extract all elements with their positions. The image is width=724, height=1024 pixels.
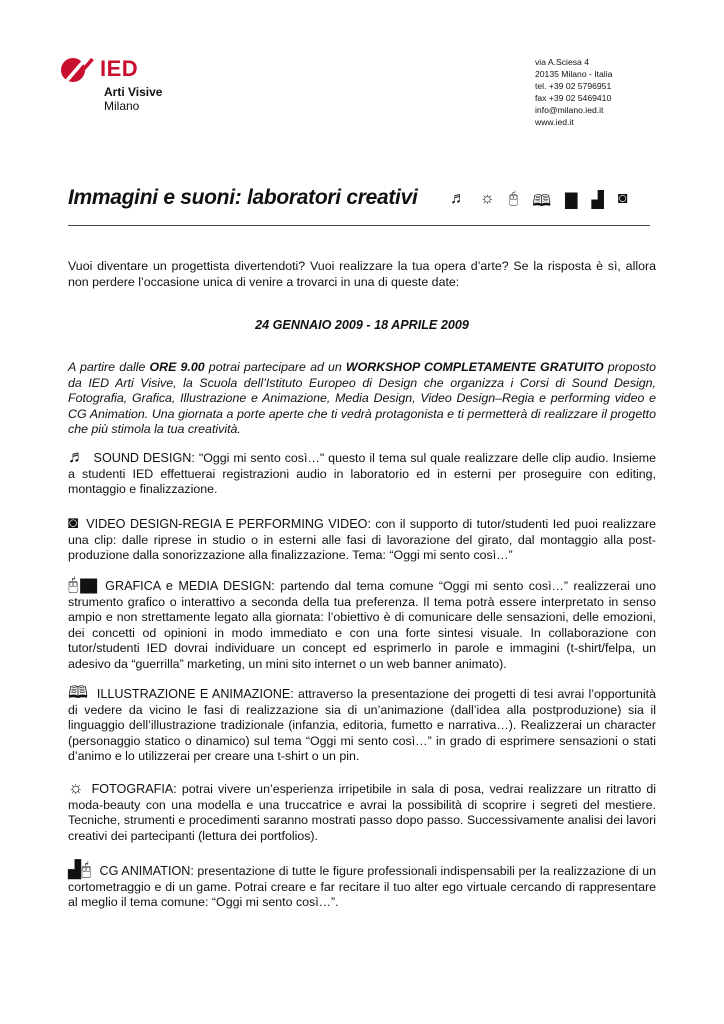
grafica-heading: GRAFICA e MEDIA DESIGN: <box>105 579 275 593</box>
logo-city: Milano <box>104 99 140 113</box>
section-cg-animation <box>68 862 656 911</box>
video-text: con il supporto di tutor/studenti Ied puoi realizzare una clip: dalle riprese in studio o in esterni alle fasi di lavorazione del girato, dal montaggio alla post-produzione dalla sonorizzazione alla finalizzazione. Tema: “Oggi mi sento così…” <box>68 517 656 562</box>
title-row <box>68 186 658 210</box>
mixer-icon: ▟ <box>591 192 604 209</box>
mixer-mouse-icon: ▟🖰 <box>68 860 92 879</box>
ied-logo-mark-icon <box>60 54 98 84</box>
workshop-time: ORE 9.00 <box>149 360 205 374</box>
logo-text: IED <box>100 56 139 81</box>
section-grafica <box>68 577 656 672</box>
grafica-text: partendo dal tema comune “Oggi mi sento così…” realizzerai uno strumento grafico o interattivo a seconda della tua preferenza. Il tema potrà essere interpretato in senso ampio e non strettamente legato alla giornata: l’obiettivo è di comunicare delle sensazioni, delle emozioni, dei concetti od opinioni in modo immediato e con una forte sintesi visuale. In collaborazione con tutor/studenti IED dovrai individuare un concept ed esprimerlo in parole e immagini (t-shirt/felpa, un adesivo da “guerrilla” marketing, un mini sito internet o un web banner animato). <box>68 579 656 671</box>
fotografia-text: potrai vivere un’esperienza irripetibile in sala di posa, vedrai realizzare un ritratto di moda-beauty con una modella e una truccatrice e avrai la possibilità di scoprire i segreti del mestiere. Tecniche, strumenti e procedimenti saranno mostrati passo dopo passo. Successivamente analisi dei lavori creativi dei partecipanti (lettura dei portfolios). <box>68 782 656 843</box>
address-block <box>535 56 612 128</box>
section-illustrazione <box>68 685 656 765</box>
workshop-text-2: potrai partecipare ad un <box>204 360 346 374</box>
section-fotografia <box>68 780 656 844</box>
address-tel: tel. +39 02 5796951 <box>535 81 612 91</box>
monitor-icon: ▇ <box>565 192 578 209</box>
camera-icon: ◙ <box>68 513 79 532</box>
address-street: via A.Sciesa 4 <box>535 57 589 67</box>
workshop-highlight: WORKSHOP COMPLETAMENTE GRATUITO <box>345 360 604 374</box>
sound-heading: SOUND DESIGN: <box>93 451 195 465</box>
cg-heading: CG ANIMATION: <box>99 864 194 878</box>
logo-subtitle: Arti Visive <box>104 85 163 99</box>
book-icon: 🕮 <box>532 193 552 210</box>
illustrazione-heading: ILLUSTRAZIONE E ANIMAZIONE: <box>96 687 294 701</box>
sound-text: "Oggi mi sento così…" questo il tema sul quale realizzare delle clip audio. Insieme a studenti IED effettuerai registrazioni audio in laboratorio ed in esterni per proseguire con editing, montaggio e finalizzazione. <box>68 451 656 496</box>
page-title: Immagini e suoni: laboratori creativi <box>68 186 418 209</box>
intro-paragraph: Vuoi diventare un progettista divertendoti? Vuoi realizzare la tua opera d’arte? Se la risposta è sì, allora non perdere l’occasione unica di venire a trovarci in una di queste date: <box>68 259 656 289</box>
illustrazione-text: attraverso la presentazione dei progetti di tesi avrai l’opportunità di vedere da vicino le fasi di realizzazione sia di un’animazione (dall’idea alla postproduzione) sia il linguaggio dell’illustrazione tradizionale (infanzia, editoria, fumetto e narrativa…). Realizzerai un character (personaggio statico o dinamico) sul tema “Oggi mi sento così…” in grado di esprimere sensazioni o stati d’animo e lo utilizzerai per creare una t-shirt o un pin. <box>68 687 656 763</box>
music-note-icon: ♬ <box>68 447 86 466</box>
event-dates: 24 GENNAIO 2009 - 18 APRILE 2009 <box>255 318 469 332</box>
workshop-text-1: A partire dalle <box>68 360 150 374</box>
mouse-monitor-icon: 🖰▇ <box>68 575 98 594</box>
fotografia-heading: FOTOGRAFIA: <box>91 782 177 796</box>
title-divider <box>68 225 650 226</box>
workshop-paragraph <box>68 360 656 438</box>
section-sound-design <box>68 449 656 498</box>
cg-text: presentazione di tutte le figure professionali indispensabili per la realizzazione di un cortometraggio e di un game. Potrai creare e far recitare il tuo alter ego virtuale cercando di rappresentare al meglio il tema comune: “Oggi mi sento così…”. <box>68 864 656 909</box>
sun-icon: ☼ <box>68 778 84 797</box>
address-website[interactable]: www.ied.it <box>535 117 574 127</box>
workshop-text-3: proposto da IED Arti Visive, la Scuola dell’Istituto Europeo di Design che organizza i Corsi di Sound Design, Fotografia, Grafica, Illustrazione e Animazione, Media Design, Video Design–Regia e performing video e CG Animation. Una giornata a porte aperte che ti vedrà protagonista e ti permetterà di realizzare il progetto che più stimola la tua creatività. <box>68 360 656 436</box>
address-fax: fax +39 02 5469410 <box>535 93 612 103</box>
title-icons <box>450 190 627 217</box>
camera-icon: ◙ <box>617 190 628 207</box>
section-video-design <box>68 515 656 564</box>
mouse-icon: 🖰 <box>508 190 519 207</box>
address-email[interactable]: info@milano.ied.it <box>535 105 604 115</box>
sun-icon: ☼ <box>480 190 495 207</box>
music-note-icon: ♬ <box>450 190 466 207</box>
book-icon: 🕮 <box>68 683 89 702</box>
address-city: 20135 Milano - Italia <box>535 69 613 79</box>
video-heading: VIDEO DESIGN-REGIA E PERFORMING VIDEO: <box>86 517 371 531</box>
